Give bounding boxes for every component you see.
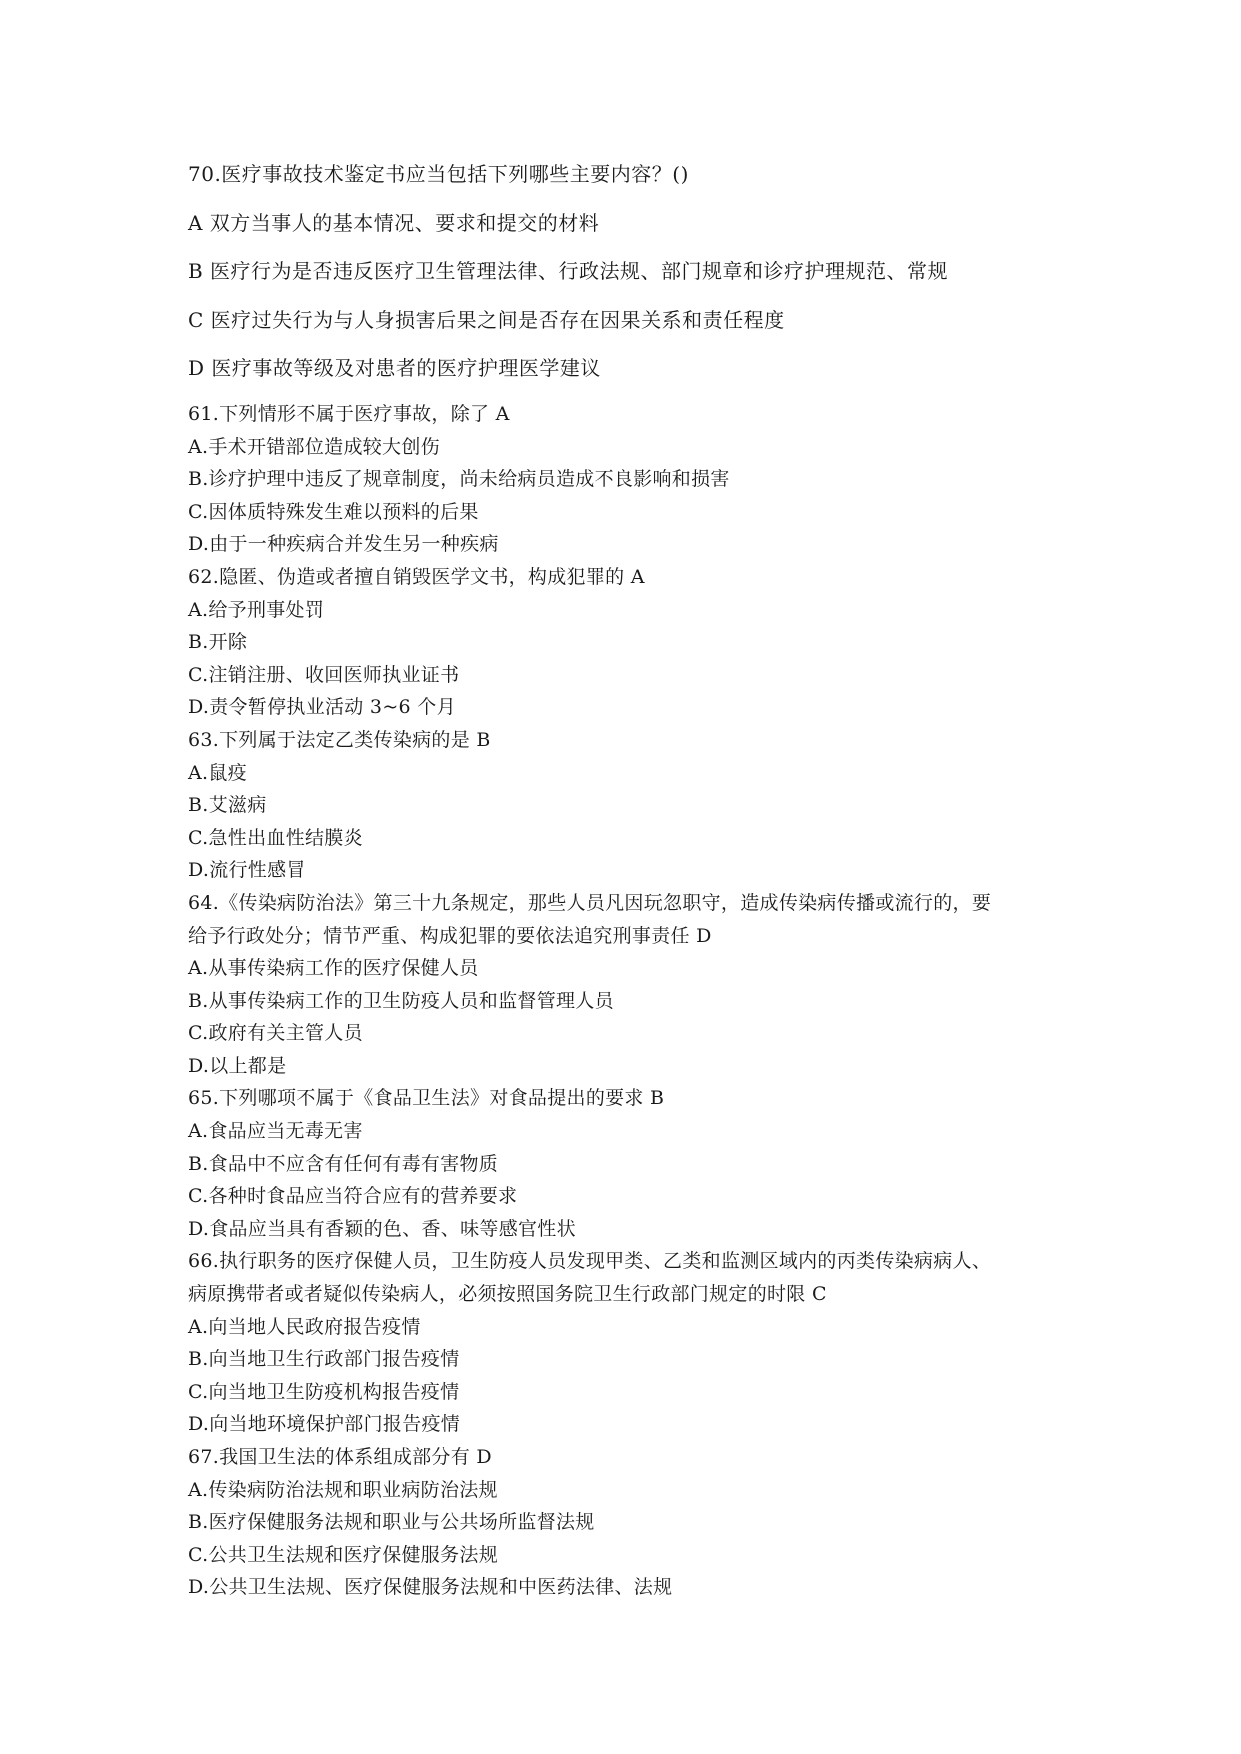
option-line: A.给予刑事处罚	[188, 598, 325, 621]
option-line: A.食品应当无毒无害	[188, 1120, 363, 1143]
question-63: 63.下列属于法定乙类传染病的是 B	[188, 728, 491, 751]
option-line: D.责令暂停执业活动 3~6 个月	[188, 696, 456, 719]
option-line: D.公共卫生法规、医疗保健服务法规和中医药法律、法规	[188, 1576, 673, 1599]
option-line: D.由于一种疾病合并发生另一种疾病	[188, 533, 499, 556]
question-70-option-d: D 医疗事故等级及对患者的医疗护理医学建议	[188, 356, 601, 380]
option-line: D.以上都是	[188, 1054, 287, 1077]
question-70-option-c: C 医疗过失行为与人身损害后果之间是否存在因果关系和责任程度	[188, 308, 785, 332]
option-line: B.向当地卫生行政部门报告疫情	[188, 1348, 460, 1371]
question-70-option-a: A 双方当事人的基本情况、要求和提交的材料	[188, 211, 600, 235]
question-70-option-b: B 医疗行为是否违反医疗卫生管理法律、行政法规、部门规章和诊疗护理规范、常规	[188, 259, 949, 283]
question-62: 62.隐匿、伪造或者擅自销毁医学文书，构成犯罪的 A	[188, 565, 645, 588]
option-line: A.传染病防治法规和职业病防治法规	[188, 1478, 498, 1501]
question-64-continued: 给予行政处分；情节严重、构成犯罪的要依法追究刑事责任 D	[188, 924, 712, 947]
question-66-continued: 病原携带者或者疑似传染病人，必须按照国务院卫生行政部门规定的时限 C	[188, 1283, 827, 1306]
option-line: B.从事传染病工作的卫生防疫人员和监督管理人员	[188, 989, 614, 1012]
option-line: C.因体质特殊发生难以预料的后果	[188, 500, 479, 523]
option-line: B.开除	[188, 631, 248, 654]
question-list	[188, 398, 1068, 1604]
question-61: 61.下列情形不属于医疗事故，除了 A	[188, 403, 510, 425]
option-line: C.公共卫生法规和医疗保健服务法规	[188, 1543, 499, 1566]
option-line: C.急性出血性结膜炎	[188, 826, 363, 849]
option-line: D.流行性感冒	[188, 859, 306, 882]
option-line: D.向当地环境保护部门报告疫情	[188, 1413, 461, 1436]
option-line: D.食品应当具有香颖的色、香、味等感官性状	[188, 1217, 576, 1240]
option-line: B.诊疗护理中违反了规章制度，尚未给病员造成不良影响和损害	[188, 468, 730, 491]
option-line: B.艾滋病	[188, 794, 267, 817]
option-line: A.手术开错部位造成较大创伤	[188, 435, 440, 458]
option-line: B.食品中不应含有任何有毒有害物质	[188, 1152, 499, 1175]
option-line: A.从事传染病工作的医疗保健人员	[188, 957, 479, 980]
option-line: A.向当地人民政府报告疫情	[188, 1315, 421, 1338]
question-70: 70.医疗事故技术鉴定书应当包括下列哪些主要内容？()	[188, 162, 689, 186]
question-66: 66.执行职务的医疗保健人员，卫生防疫人员发现甲类、乙类和监测区域内的丙类传染病病人、	[188, 1250, 992, 1273]
option-line: B.医疗保健服务法规和职业与公共场所监督法规	[188, 1511, 595, 1534]
option-line: A.鼠疫	[188, 761, 247, 784]
option-line: C.政府有关主管人员	[188, 1022, 363, 1045]
option-line: C.注销注册、收回医师执业证书	[188, 663, 460, 686]
option-line: C.各种时食品应当符合应有的营养要求	[188, 1185, 518, 1208]
option-line: C.向当地卫生防疫机构报告疫情	[188, 1380, 460, 1403]
question-67: 67.我国卫生法的体系组成部分有 D	[188, 1446, 492, 1468]
question-64: 64.《传染病防治法》第三十九条规定，那些人员凡因玩忽职守，造成传染病传播或流行的，要	[188, 891, 992, 914]
question-65: 65.下列哪项不属于《食品卫生法》对食品提出的要求 B	[188, 1087, 665, 1110]
